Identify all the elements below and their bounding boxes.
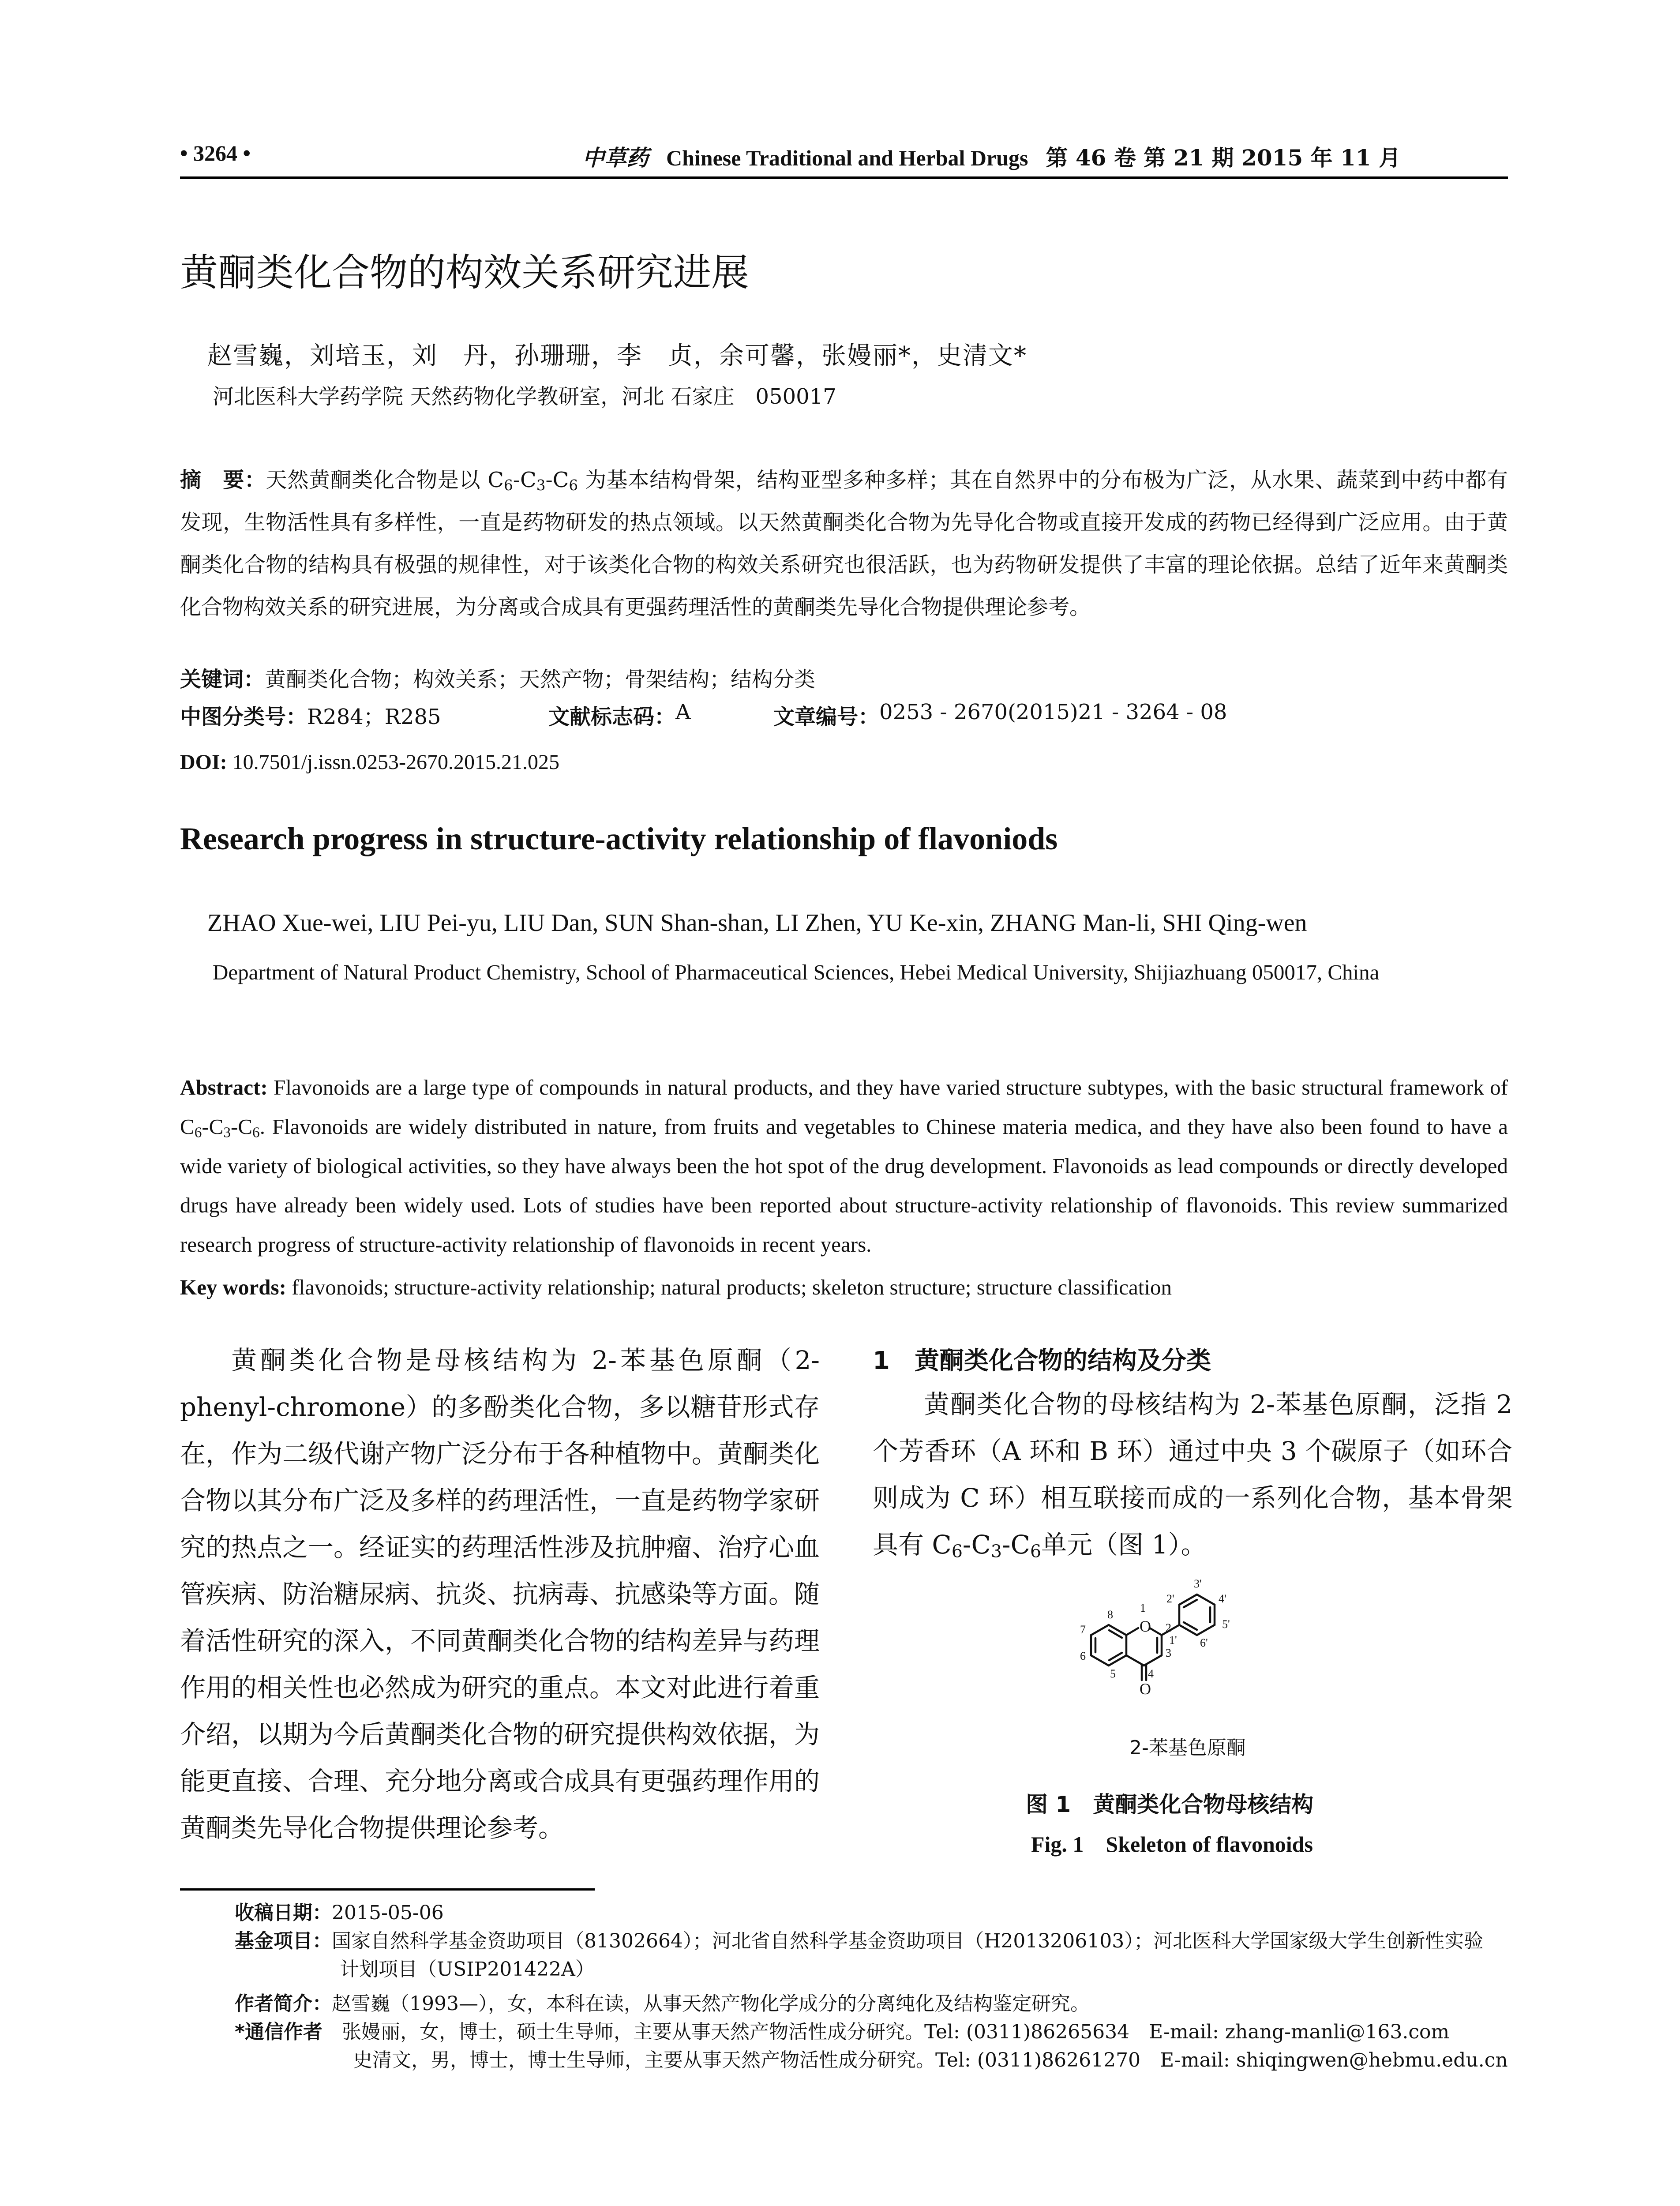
author-list-cn: 赵雪巍，刘培玉，刘 丹，孙珊珊，李 贞，余可馨，张嫚丽*，史清文* [207, 341, 1027, 370]
formula-c: C [971, 1530, 991, 1560]
article-title-cn: 黄酮类化合物的构效关系研究进展 [180, 251, 749, 295]
received-label: 收稿日期： [235, 1902, 332, 1924]
doc-code-value: A [675, 700, 691, 724]
keywords-cn-label: 关键词： [180, 667, 265, 692]
abstract-en-text-2: . Flavonoids are widely distributed in nature, from fruits and vegetables to Chinese materia medica, and they have also been found to have a wide variety of biological activities, so they have always been the hot spot of the drug development. Flavonoids as lead compounds or directly developed drugs have already been widely used. Lots of studies have been reported about structure-activity relationship of flavonoids. This review summarized research progress of structure-activity relationship of flavonoids in recent years. [180, 1114, 1508, 1257]
compound-name: 2-苯基色原酮 [1129, 1737, 1246, 1759]
formula-sub: 3 [536, 477, 546, 494]
atom-label-2p: 2' [1166, 1592, 1174, 1605]
flavone-structure-figure [1050, 1562, 1359, 1747]
figure-caption-cn: 图 1 黄酮类化合物母核结构 [1026, 1792, 1314, 1817]
page-number: • 3264 • [180, 141, 251, 165]
formula-sub: 6 [252, 1124, 260, 1141]
clc-label: 中图分类号： [180, 705, 308, 729]
fund-text-1: 国家自然科学基金资助项目（81302664）；河北省自然科学基金资助项目（H2013206103）；河北医科大学国家级大学生创新性实验 [332, 1930, 1484, 1952]
atom-label-6p: 6' [1200, 1636, 1208, 1649]
bio-label: 作者简介： [235, 1992, 332, 2015]
formula-dash: - [545, 468, 553, 492]
keywords-en-label: Key words: [180, 1275, 286, 1299]
atom-label-8: 8 [1107, 1608, 1113, 1621]
bio-text: 赵雪巍（1993—），女，本科在读，从事天然产物化学成分的分离纯化及结构鉴定研究。 [332, 1992, 1090, 2015]
correspondence-1: 张嫚丽，女，博士，硕士生导师，主要从事天然产物活性成分研究。Tel: (0311)86265634 E-mail: zhang-manli@163.com [342, 2021, 1450, 2043]
affiliation-en: Department of Natural Product Chemistry, School of Pharmaceutical Sciences, Hebei Medical University, Shijiazhuang 050017, China [213, 960, 1380, 984]
atom-label-4p: 4' [1219, 1592, 1226, 1605]
section-1-text-1: 黄酮类化合物的母核结构为 2-苯基色原酮，泛指 2 个芳香环（A 环和 B 环）通过中央 3 个碳原子（如环合则成为 C 环）相互联接而成的一系列化合物，基本骨架具有 C [873, 1389, 1512, 1560]
footnote-fund-cont: 计划项目（USIP201422A） [340, 1958, 595, 1981]
author-list-en: ZHAO Xue-wei, LIU Pei-yu, LIU Dan, SUN Shan-shan, LI Zhen, YU Ke-xin, ZHANG Man-li, SHI Qing-wen [207, 909, 1307, 937]
formula-dash: - [202, 1114, 209, 1139]
header-rule [180, 176, 1508, 179]
keywords-en [180, 1266, 1508, 1309]
abstract-cn-text-2: 为基本结构骨架，结构亚型多种多样；其在自然界中的分布极为广泛，从水果、蔬菜到中药中都有发现，生物活性具有多样性，一直是药物研发的热点领域。以天然黄酮类化合物为先导化合物或直接开发成的药物已经得到广泛应用。由于黄酮类化合物的结构具有极强的规律性，对于该类化合物的构效关系研究也很活跃，也为药物研发提供了丰富的理论依据。总结了近年来黄酮类化合物构效关系的研究进展，为分离或合成具有更强药理活性的黄酮类先导化合物提供理论参考。 [180, 468, 1508, 619]
keywords-en-text: flavonoids; structure-activity relationship; natural products; skeleton structure; structure classification [292, 1275, 1172, 1299]
section-1-text-2: 单元（图 1）。 [1041, 1530, 1207, 1560]
atom-label-3: 3 [1166, 1647, 1171, 1659]
oxygen-ring-label: O [1140, 1617, 1151, 1635]
doi-value[interactable]: 10.7501/j.issn.0253-2670.2015.21.025 [232, 750, 560, 774]
journal-name-cn: 中草药 [582, 145, 649, 171]
footnote-correspondence [235, 2018, 1449, 2046]
clc-field [180, 700, 441, 730]
section-1-paragraph [873, 1381, 1512, 1568]
abstract-cn-text-1: 天然黄酮类化合物是以 C [266, 468, 504, 492]
formula-c: C [552, 468, 569, 492]
abstract-cn-label: 摘 要： [180, 468, 266, 492]
footnote-rule [180, 1888, 595, 1891]
journal-name-en: Chinese Traditional and Herbal Drugs [666, 146, 1028, 170]
article-number-value: 0253 - 2670(2015)21 - 3264 - 08 [879, 700, 1227, 724]
figure-caption-en: Fig. 1 Skeleton of flavonoids [1031, 1832, 1313, 1857]
formula-sub: 3 [990, 1541, 1002, 1562]
formula-sub: 6 [1030, 1541, 1042, 1562]
keywords-cn [180, 658, 1508, 701]
formula-sub: 6 [194, 1124, 202, 1141]
abstract-en-label: Abstract: [180, 1075, 268, 1099]
article-number-field [773, 700, 1227, 730]
footnote-received [235, 1899, 444, 1927]
correspondence-label: *通信作者 [235, 2021, 323, 2043]
journal-name [582, 140, 1401, 172]
formula-dash: - [962, 1530, 971, 1560]
formula-dash: - [513, 468, 520, 492]
atom-label-2: 2 [1166, 1621, 1171, 1634]
atom-label-1p: 1' [1169, 1634, 1177, 1647]
atom-label-5p: 5' [1222, 1618, 1230, 1631]
formula-c: C [238, 1114, 253, 1139]
body-right-column [873, 1381, 1512, 1568]
clc-value: R284；R285 [307, 705, 441, 729]
formula-c: C [1010, 1530, 1031, 1560]
doc-code-label: 文献标志码： [548, 705, 676, 729]
formula-sub: 3 [223, 1124, 231, 1141]
atom-label-4: 4 [1148, 1667, 1154, 1680]
atom-label-1: 1 [1140, 1602, 1146, 1614]
formula-sub: 6 [951, 1541, 963, 1562]
abstract-en-text-1: Flavonoids are a large type of compounds in natural products, and they have varied structure subtypes, with the basic structural framework of C [180, 1075, 1508, 1139]
formula-sub: 6 [503, 477, 513, 494]
section-1-heading: 1 黄酮类化合物的结构及分类 [873, 1347, 1211, 1375]
structure-labels [1080, 1577, 1230, 1698]
atom-label-7: 7 [1080, 1623, 1086, 1636]
formula-sub: 6 [569, 477, 578, 494]
footnote-correspondence-2: 史清文，男，博士，博士生导师，主要从事天然产物活性成分研究。Tel: (0311)86261270 E-mail: shiqingwen@hebmu.edu.cn [353, 2049, 1508, 2071]
formula-dash: - [231, 1114, 238, 1139]
article-number-label: 文章编号： [773, 705, 880, 729]
formula-c: C [209, 1114, 224, 1139]
abstract-en [180, 1068, 1508, 1264]
received-date: 2015-05-06 [332, 1902, 444, 1924]
running-header [180, 140, 1508, 171]
formula-dash: - [1002, 1530, 1011, 1560]
atom-label-5: 5 [1110, 1667, 1116, 1680]
classification-line [180, 700, 1508, 742]
doi-label: DOI: [180, 750, 227, 774]
body-left-column [180, 1337, 820, 1851]
intro-paragraph: 黄酮类化合物是母核结构为 2-苯基色原酮（2-phenyl-chromone）的多酚类化合物，多以糖苷形式存在，作为二级代谢产物广泛分布于各种植物中。黄酮类化合物以其分布广泛及多样的药理活性，一直是药物学家研究的热点之一。经证实的药理活性涉及抗肿瘤、治疗心血管疾病、防治糖尿病、抗炎、抗病毒、抗感染等方面。随着活性研究的深入，不同黄酮类化合物的结构差异与药理作用的相关性也必然成为研究的重点。本文对此进行着重介绍，以期为今后黄酮类化合物的研究提供构效依据，为能更直接、合理、充分地分离或合成具有更强药理作用的黄酮类先导化合物提供理论参考。 [180, 1345, 820, 1843]
doi-line [180, 741, 1508, 784]
affiliation-cn: 河北医科大学药学院 天然药物化学教研室，河北 石家庄 050017 [213, 384, 836, 409]
volume-issue: 第 46 卷 第 21 期 2015 年 11 月 [1046, 145, 1401, 171]
atom-label-6: 6 [1080, 1650, 1086, 1662]
footnote-author-bio [235, 1990, 1090, 2018]
footnote-fund [235, 1927, 1483, 1955]
formula-c: C [520, 468, 536, 492]
fund-label: 基金项目： [235, 1930, 332, 1952]
atom-label-3p: 3' [1194, 1577, 1202, 1590]
keywords-cn-text: 黄酮类化合物；构效关系；天然产物；骨架结构；结构分类 [265, 667, 816, 692]
article-title-en: Research progress in structure-activity relationship of flavoniods [180, 821, 1058, 856]
oxygen-carbonyl-label: O [1140, 1680, 1151, 1698]
abstract-cn [180, 459, 1508, 628]
doc-code-field [548, 700, 691, 730]
